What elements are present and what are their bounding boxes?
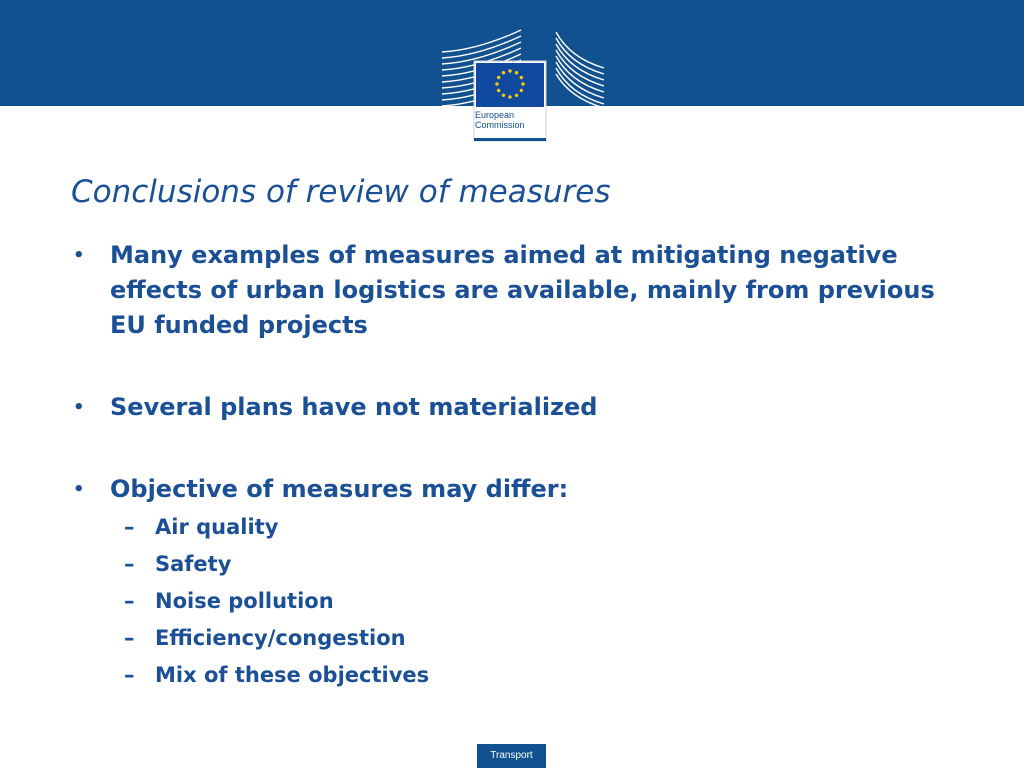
- sub-bullet-marker: –: [124, 552, 135, 576]
- sub-bullet-marker: –: [124, 515, 135, 539]
- sub-bullet-text: Air quality: [155, 515, 279, 539]
- sub-bullet-marker: –: [124, 663, 135, 687]
- sub-bullet-marker: –: [124, 589, 135, 613]
- building-lines-right: [556, 32, 604, 108]
- bullet-marker: •: [73, 479, 85, 500]
- footer-transport-badge: Transport: [477, 744, 546, 768]
- bullet-text: Many examples of measures aimed at mitigating negative effects of urban logistics are available, mainly from previous EU funded projects: [110, 241, 935, 339]
- sub-bullet-item: [110, 620, 951, 657]
- bullet-item: [71, 472, 951, 694]
- bullet-marker: •: [73, 245, 85, 266]
- logo-underline: [474, 138, 546, 141]
- sub-bullet-text: Noise pollution: [155, 589, 334, 613]
- bullet-item: [71, 390, 951, 425]
- sub-bullet-list: [110, 509, 951, 694]
- bullet-list: [71, 238, 951, 694]
- sub-bullet-text: Mix of these objectives: [155, 663, 430, 687]
- bullet-item: [71, 238, 951, 343]
- bullet-marker: •: [73, 397, 85, 418]
- slide-title: Conclusions of review of measures: [71, 174, 611, 210]
- bullet-text: Objective of measures may differ:: [110, 475, 569, 503]
- sub-bullet-text: Safety: [155, 552, 232, 576]
- sub-bullet-item: [110, 583, 951, 620]
- bullet-text: Several plans have not materialized: [110, 393, 598, 421]
- sub-bullet-item: [110, 509, 951, 546]
- sub-bullet-marker: –: [124, 626, 135, 650]
- sub-bullet-item: [110, 657, 951, 694]
- sub-bullet-item: [110, 546, 951, 583]
- ec-logo-text: European Commission: [475, 110, 525, 130]
- sub-bullet-text: Efficiency/congestion: [155, 626, 406, 650]
